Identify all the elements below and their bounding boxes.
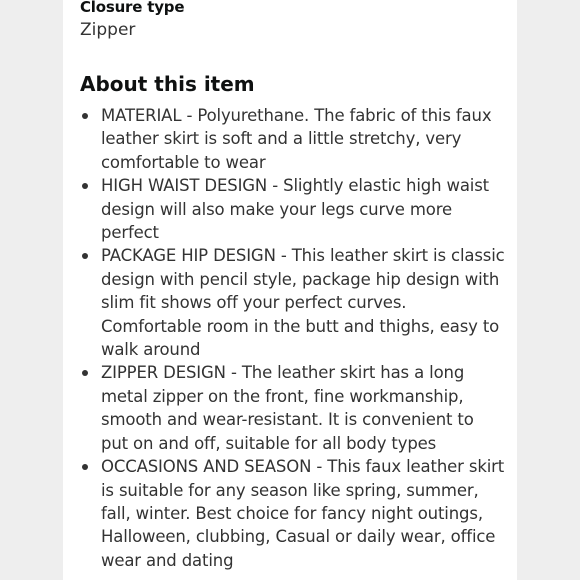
bullet-item-package-hip [63, 244, 517, 361]
about-bullet-list [63, 104, 517, 572]
bullet-line: perfect [101, 223, 159, 243]
bullet-line: is suitable for any season like spring, summer, [101, 480, 479, 500]
bullet-item-zipper [63, 361, 517, 455]
bullet-line: put on and off, suitable for all body types [101, 433, 437, 453]
bullet-line: smooth and wear-resistant. It is convenient to [101, 410, 474, 430]
bullet-line: Halloween, clubbing, Casual or daily wear, office [101, 527, 496, 547]
bullet-line: HIGH WAIST DESIGN - Slightly elastic high waist [101, 176, 489, 196]
bullet-line: ZIPPER DESIGN - The leather skirt has a long [101, 363, 465, 383]
closure-type-value: Zipper [80, 20, 136, 40]
bullet-dot-icon [82, 370, 88, 376]
about-this-item-heading: About this item [80, 72, 255, 96]
bullet-line: wear and dating [101, 550, 234, 570]
closure-type-label: Closure type [80, 0, 185, 16]
bullet-line: metal zipper on the front, fine workmanship, [101, 386, 464, 406]
bullet-item-occasions [63, 455, 517, 572]
bullet-line: slim fit shows off your perfect curves. [101, 293, 407, 313]
bullet-dot-icon [82, 464, 88, 470]
bullet-line: design with pencil style, package hip design with [101, 269, 500, 289]
bullet-item-high-waist [63, 174, 517, 244]
bullet-line: design will also make your legs curve more [101, 199, 452, 219]
bullet-dot-icon [82, 253, 88, 259]
bullet-line: walk around [101, 340, 201, 360]
bullet-line: PACKAGE HIP DESIGN - This leather skirt is classic [101, 246, 505, 266]
bullet-line: MATERIAL - Polyurethane. The fabric of this faux [101, 106, 492, 125]
bullet-line: OCCASIONS AND SEASON - This faux leather skirt [101, 457, 505, 477]
bullet-item-material [63, 104, 517, 174]
bullet-line: Comfortable room in the butt and thighs, easy to [101, 316, 500, 336]
bullet-line: leather skirt is soft and a little stretchy, very [101, 129, 462, 149]
bullet-dot-icon [82, 183, 88, 189]
bullet-line: fall, winter. Best choice for fancy night outings, [101, 503, 483, 523]
product-description-card [63, 0, 517, 580]
bullet-line: comfortable to wear [101, 152, 266, 172]
bullet-dot-icon [82, 113, 88, 119]
